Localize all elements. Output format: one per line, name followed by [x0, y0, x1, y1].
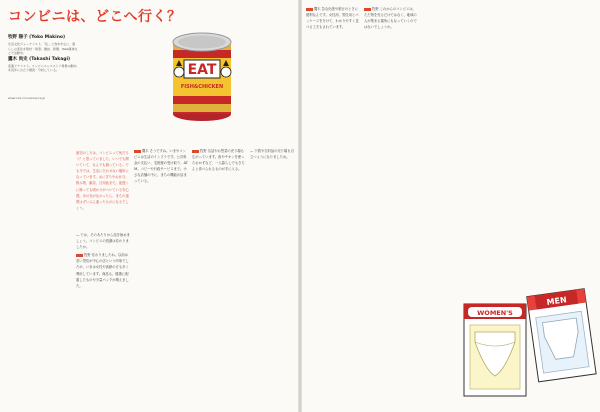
underwear-packages-illustration	[448, 262, 598, 408]
col-text: 牧野 変わりましたね。以前は若い男性が中心の店という印象でしたが、いまは女性や高齢の方も多く利用しています。商品も、健康に配慮したものや少量パックが増えました。	[76, 253, 129, 288]
author-block	[8, 34, 158, 75]
col-text: 牧野 缶詰やお惣菜の売り場も広がっています。魚やチキンを使ったおかずなど、一人暮らしでもきちんと食べられるものが手に入る。	[192, 149, 245, 172]
author-bio: 生活文化ジャーナリスト。「住」と食を中心に、暮らしの変化を取材・執筆。雑誌、新聞、Web媒体などで活動中。	[8, 42, 78, 56]
col-text: ― 下着や衣料品の売り場も目立つようになりましたね。	[250, 149, 294, 160]
men-package-label: MEN	[546, 295, 568, 307]
women-package-label: WOMEN'S	[477, 309, 513, 317]
can-label-sub: FISH&CHICKEN	[180, 84, 224, 90]
col-text: 最初のころは、コンビニって何だろう？と思っていました。いつでも開いていて、なんでも揃っている。でも今では、生活に欠かせない場所になっています。おにぎりやお弁当、飲み物、雑誌、日用品まで。夜遅くに帰っても明かりがついている安心感。あの光がなかったら、まちの風景はずいぶん違ったものになるでしょう。	[76, 151, 129, 210]
author-1	[8, 34, 78, 56]
column-1	[76, 150, 130, 225]
column-3	[134, 148, 188, 402]
column-7	[364, 6, 418, 402]
column-5	[250, 148, 294, 402]
speaker-mark	[306, 8, 313, 11]
col-text: 鷹木 そうですね。いまやコンビニは生活のインフラです。公共料金の支払い、宅配便の受け取り、ATM、コピーや行政サービスまで。小さな店舗の中に、まちの機能が詰まっている。	[134, 149, 188, 184]
speaker-mark	[192, 150, 199, 153]
speaker-mark	[134, 150, 141, 153]
page-gutter	[298, 0, 302, 412]
column-10	[538, 6, 594, 116]
author-name: 鷹木 尚史 (Takashi Takagi)	[8, 56, 71, 62]
can-illustration	[168, 28, 236, 128]
col-text: 牧野 これからのコンビニは、ただ物を売るだけではなく、地域の人が集まる場所にもなっていくのではないでしょうか。	[364, 7, 417, 30]
speaker-mark	[76, 254, 83, 257]
speaker-mark	[364, 8, 371, 11]
column-4	[192, 148, 246, 402]
column-9	[480, 6, 534, 256]
author-name: 牧野 陽子 (Yoko Makino)	[8, 35, 66, 40]
author-bio: 流通アナリスト。コンビニエンスストア業界の動向を長年にわたり調査・分析している。	[8, 63, 77, 73]
col-text: 鷹木 急な出張や旅行のときに便利なんです。女性用、男性用とパッケージを分けて、わかりやすく並べる工夫もされています。	[306, 7, 359, 30]
author-website: www.xxx-convenience.jp	[8, 96, 46, 100]
column-6	[306, 6, 360, 402]
article-title: コンビニは、どこへ行く？	[8, 9, 182, 25]
col-text: ― では、そのあたりから話を始めましょう。コンビニの役割は変わりましたか。	[76, 233, 130, 250]
author-2	[8, 56, 78, 73]
column-2	[76, 232, 130, 402]
can-label-main: EAT	[187, 62, 217, 78]
